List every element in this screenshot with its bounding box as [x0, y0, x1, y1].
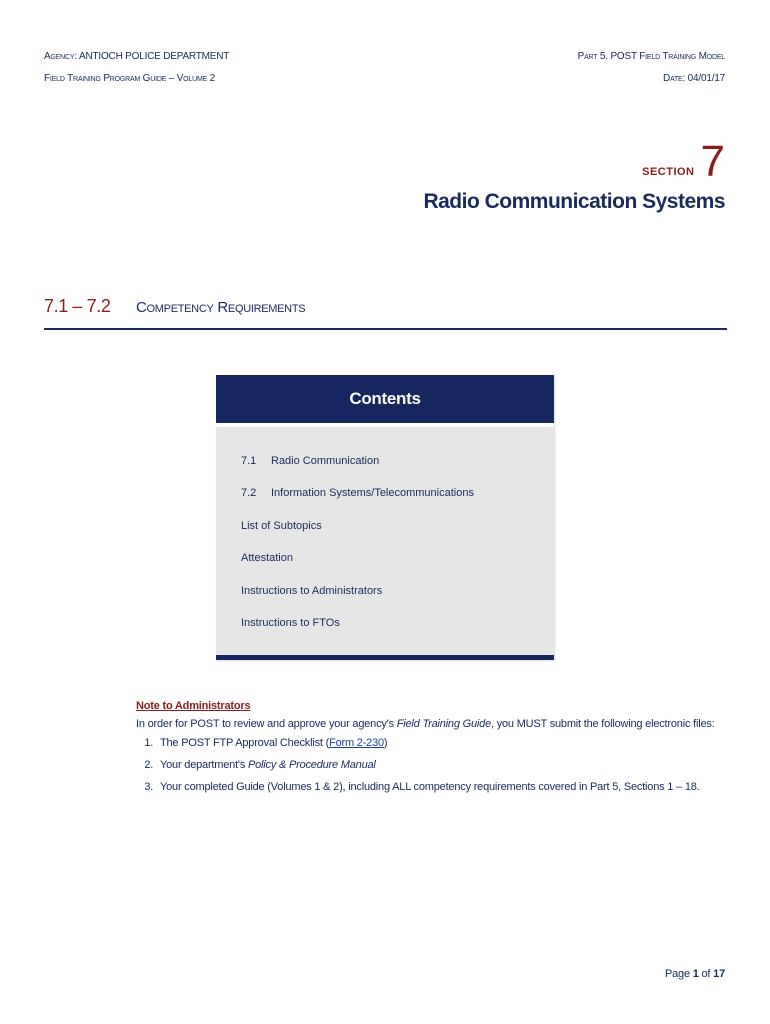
competency-range: 7.1 – 7.2 — [44, 296, 111, 316]
note-intro — [136, 718, 726, 730]
date-label: Date: — [662, 73, 686, 84]
contents-heading: Contents — [216, 375, 554, 427]
section-block — [423, 137, 725, 214]
heading-divider — [44, 328, 727, 330]
toc-item-number: 7.1 — [241, 455, 257, 467]
toc-item-label: Instructions to FTOs — [241, 616, 340, 629]
agency-label: Agency: — [44, 51, 77, 62]
guide-title: Field Training Program Guide – Volume 2 — [44, 73, 215, 84]
toc-item-label: Attestation — [241, 552, 293, 565]
toc-item-instructions-ftos[interactable] — [241, 615, 554, 647]
competency-heading — [44, 296, 727, 317]
page-word: Page — [664, 968, 690, 980]
list-item — [156, 759, 726, 771]
item-text-end: ) — [383, 737, 388, 749]
part-name: POST Field Training Model — [610, 51, 725, 62]
contents-box — [216, 375, 554, 660]
note-intro-emphasis: Field Training Guide — [396, 718, 491, 730]
toc-item-attestation[interactable] — [241, 550, 554, 582]
note-title: Note to Administrators — [136, 700, 251, 712]
section-title: Radio Communication Systems — [423, 190, 725, 213]
toc-item-label: Information Systems/Telecommunications — [271, 487, 474, 500]
date-value: 04/01/17 — [687, 73, 725, 84]
toc-item-list-of-subtopics[interactable] — [241, 518, 554, 550]
section-number-row — [423, 137, 725, 186]
header-left — [44, 46, 229, 90]
toc-item-label: Radio Communication — [271, 455, 380, 467]
item-text: Your completed Guide (Volumes 1 & 2), including ALL competency requirements covered in Part 5, Sections 1 – 18. — [160, 781, 700, 793]
toc-item-information-systems[interactable] — [241, 485, 554, 517]
page-total: 17 — [713, 968, 725, 980]
note-intro-text: In order for POST to review and approve your agency's — [136, 718, 397, 730]
contents-list — [216, 427, 554, 647]
contents-bottom-bar — [216, 655, 554, 660]
part-label: Part 5. — [577, 51, 608, 62]
list-item — [156, 737, 726, 749]
form-2-230-link[interactable]: Form 2-230 — [329, 737, 384, 749]
competency-title: Competency Requirements — [136, 299, 306, 316]
item-emphasis: Policy & Procedure Manual — [247, 759, 376, 771]
section-number: 7 — [700, 137, 725, 186]
toc-item-number: 7.2 — [241, 487, 257, 500]
page-footer — [665, 968, 725, 980]
toc-item-label: List of Subtopics — [241, 519, 322, 532]
toc-item-instructions-administrators[interactable] — [241, 583, 554, 615]
header-right — [578, 46, 725, 90]
note-to-administrators — [136, 700, 726, 803]
agency-line — [44, 46, 229, 68]
required-files-list — [136, 737, 726, 793]
section-word: SECTION — [642, 166, 695, 178]
list-item — [156, 781, 726, 793]
date-line — [578, 68, 725, 90]
page-number: 1 — [692, 968, 699, 980]
agency-name: ANTIOCH POLICE DEPARTMENT — [78, 51, 230, 62]
part-line — [578, 46, 725, 68]
toc-item-radio-communication[interactable] — [241, 453, 554, 485]
toc-item-label: Instructions to Administrators — [241, 584, 383, 597]
of-word: of — [701, 968, 711, 980]
item-text: The POST FTP Approval Checklist ( — [160, 737, 330, 749]
item-text: Your department's — [160, 759, 248, 771]
note-intro-text-end: , you MUST submit the following electronic files: — [490, 718, 715, 730]
